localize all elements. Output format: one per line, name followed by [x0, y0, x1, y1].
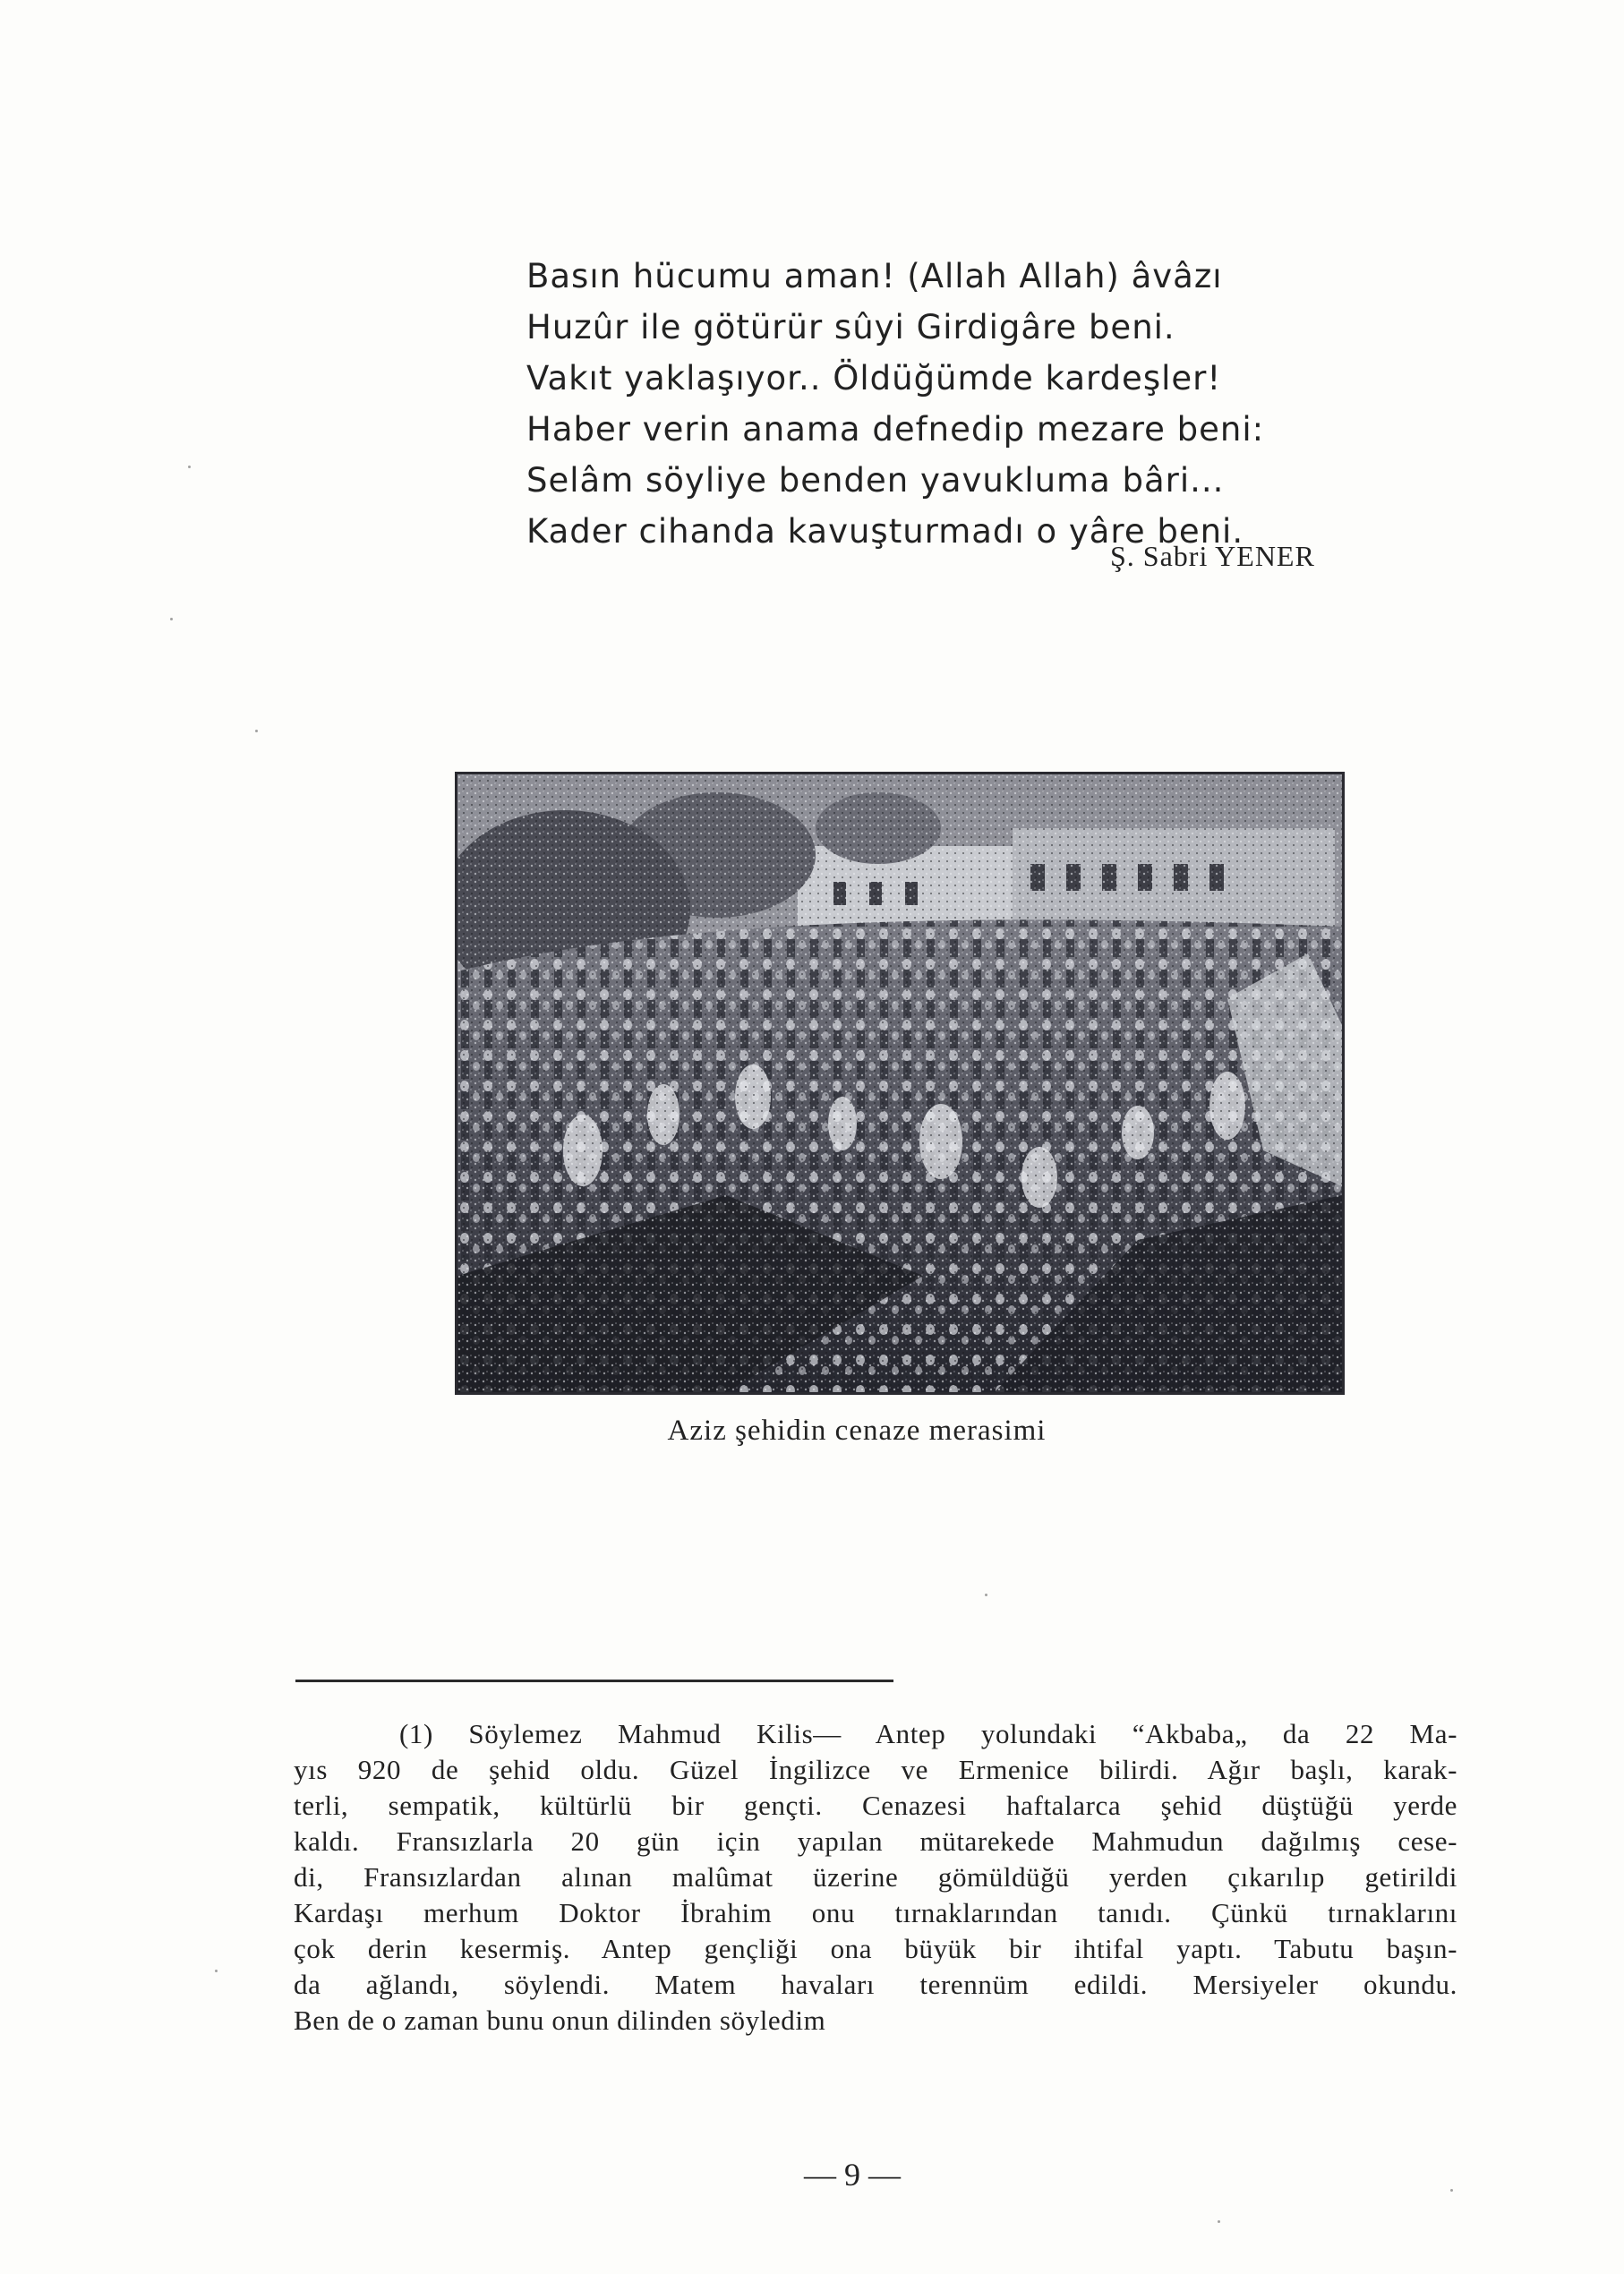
footnote-line: terli, sempatik, kültürlü bir gençti. Cenazesi haftalarca şehid düştüğü yerde [294, 1790, 1457, 1821]
poem-line-4: Haber verin anama defnedip mezare beni: [526, 410, 1265, 449]
scan-speck [1218, 2220, 1220, 2223]
scan-speck [188, 466, 191, 468]
scan-speck [215, 1970, 218, 1972]
poem-line-3: Vakıt yaklaşıyor.. Öldüğümde kardeşler! [526, 359, 1222, 398]
footnote-line: da ağlandı, söylendi. Matem havaları terennüm edildi. Mersiyeler okundu. [294, 1969, 1457, 2000]
footnote [294, 1716, 1457, 2039]
footnote-line: (1) Söylemez Mahmud Kilis— Antep yolundaki “Akbaba„ da 22 Ma- [399, 1718, 1457, 1749]
scan-speck [1182, 1361, 1184, 1364]
footnote-line: kaldı. Fransızlarla 20 gün için yapılan mütarekede Mahmudun dağılmış cese- [294, 1825, 1457, 1857]
footnote-line: yıs 920 de şehid oldu. Güzel İngilizce ve Ermenice bilirdi. Ağır başlı, karak- [294, 1754, 1457, 1785]
footnote-line: Kardaşı merhum Doktor İbrahim onu tırnaklarından tanıdı. Çünkü tırnaklarını [294, 1897, 1457, 1928]
page-number: — 9 — [804, 2157, 901, 2193]
poem [526, 251, 1265, 557]
funeral-photo-graphic [457, 774, 1342, 1392]
footnote-line: çok derin kesermiş. Antep gençliği ona büyük bir ihtifal yaptı. Tabutu başın- [294, 1933, 1457, 1964]
poem-line-5: Selâm söyliye benden yavukluma bâri... [526, 461, 1225, 500]
photo-caption: Aziz şehidin cenaze merasimi [667, 1415, 1047, 1447]
funeral-photo [455, 772, 1345, 1395]
scan-speck [255, 730, 258, 732]
poem-line-6: Kader cihanda kavuşturmadı o yâre beni. [526, 512, 1244, 551]
scan-speck [1450, 2189, 1453, 2192]
scan-speck [985, 1594, 987, 1596]
scan-speck [1253, 1110, 1256, 1113]
scan-speck [170, 618, 173, 620]
poem-author: Ş. Sabri YENER [1110, 540, 1315, 572]
footnote-line: Ben de o zaman bunu onun dilinden söyledim [294, 2005, 826, 2036]
footnote-rule [295, 1680, 893, 1682]
poem-line-1: Basın hücumu aman! (Allah Allah) âvâzı [526, 257, 1223, 295]
footnote-line: di, Fransızlardan alınan malûmat üzerine gömüldüğü yerden çıkarılıp getirildi [294, 1861, 1457, 1893]
poem-line-2: Huzûr ile götürür sûyi Girdigâre beni. [526, 308, 1175, 346]
